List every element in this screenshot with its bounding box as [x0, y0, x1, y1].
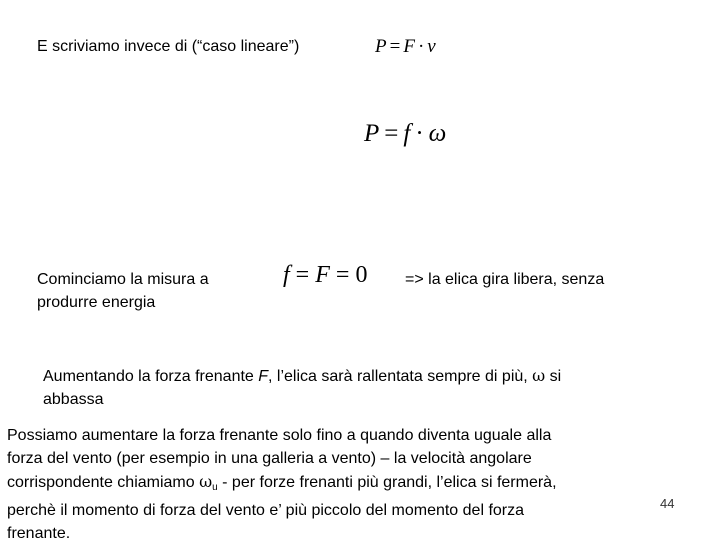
eq2-equals: =	[384, 120, 399, 147]
force-equation	[283, 262, 367, 289]
intro-text: E scriviamo invece di (“caso lineare”)	[37, 38, 300, 55]
measure-text	[37, 268, 209, 314]
max-brake-paragraph	[7, 424, 557, 545]
power-equation-angular	[364, 120, 446, 148]
eq1-lhs: P	[375, 36, 387, 57]
eq1-equals: =	[389, 36, 401, 57]
max-brake-line1: Possiamo aumentare la forza frenante solo fino a quando diventa uguale alla	[7, 427, 552, 444]
eq3-b: F	[315, 262, 330, 288]
eq2-b: ω	[428, 120, 447, 147]
eq1-b: v	[427, 36, 436, 57]
omega-u-subscript: u	[212, 482, 218, 493]
max-brake-line3	[7, 470, 557, 499]
measure-text-line1: Cominciamo la misura a	[37, 271, 209, 288]
braking-prefix: Aumentando la forza frenante	[43, 368, 259, 385]
eq2-a: f	[403, 120, 411, 147]
eq1-dot: ·	[417, 36, 425, 57]
braking-paragraph	[43, 364, 561, 411]
eq2-lhs: P	[364, 120, 380, 147]
eq1-a: F	[403, 36, 415, 57]
braking-suffix: si	[545, 368, 562, 385]
braking-paragraph-line1	[43, 364, 561, 388]
measure-text-line2: produrre energia	[37, 294, 156, 311]
max-brake-line3-suffix: - per forze frenanti più grandi, l’elica si fermerà,	[217, 474, 557, 491]
max-brake-line5: frenante.	[7, 525, 71, 542]
page-number: 44	[660, 496, 675, 511]
max-brake-line3-prefix: corrispondente chiamiamo	[7, 474, 200, 491]
force-symbol: F	[258, 368, 269, 385]
free-spin-text: => la elica gira libera, senza	[405, 271, 605, 288]
power-equation-linear	[375, 36, 436, 58]
max-brake-line2: forza del vento (per esempio in una galleria a vento) – la velocità angolare	[7, 450, 532, 467]
eq2-dot: ·	[415, 120, 424, 147]
max-brake-line4: perchè il momento di forza del vento e’ più piccolo del momento del forza	[7, 502, 525, 519]
omega-symbol: ω	[532, 366, 546, 385]
braking-middle: , l’elica sarà rallentata sempre di più,	[268, 368, 533, 385]
eq3-equals-1: =	[295, 262, 310, 288]
omega-u-symbol: ω	[199, 472, 213, 491]
eq3-equals-2: =	[335, 262, 350, 288]
braking-paragraph-line2: abbassa	[43, 391, 104, 408]
eq3-c: 0	[355, 262, 368, 288]
eq3-a: f	[283, 262, 290, 288]
